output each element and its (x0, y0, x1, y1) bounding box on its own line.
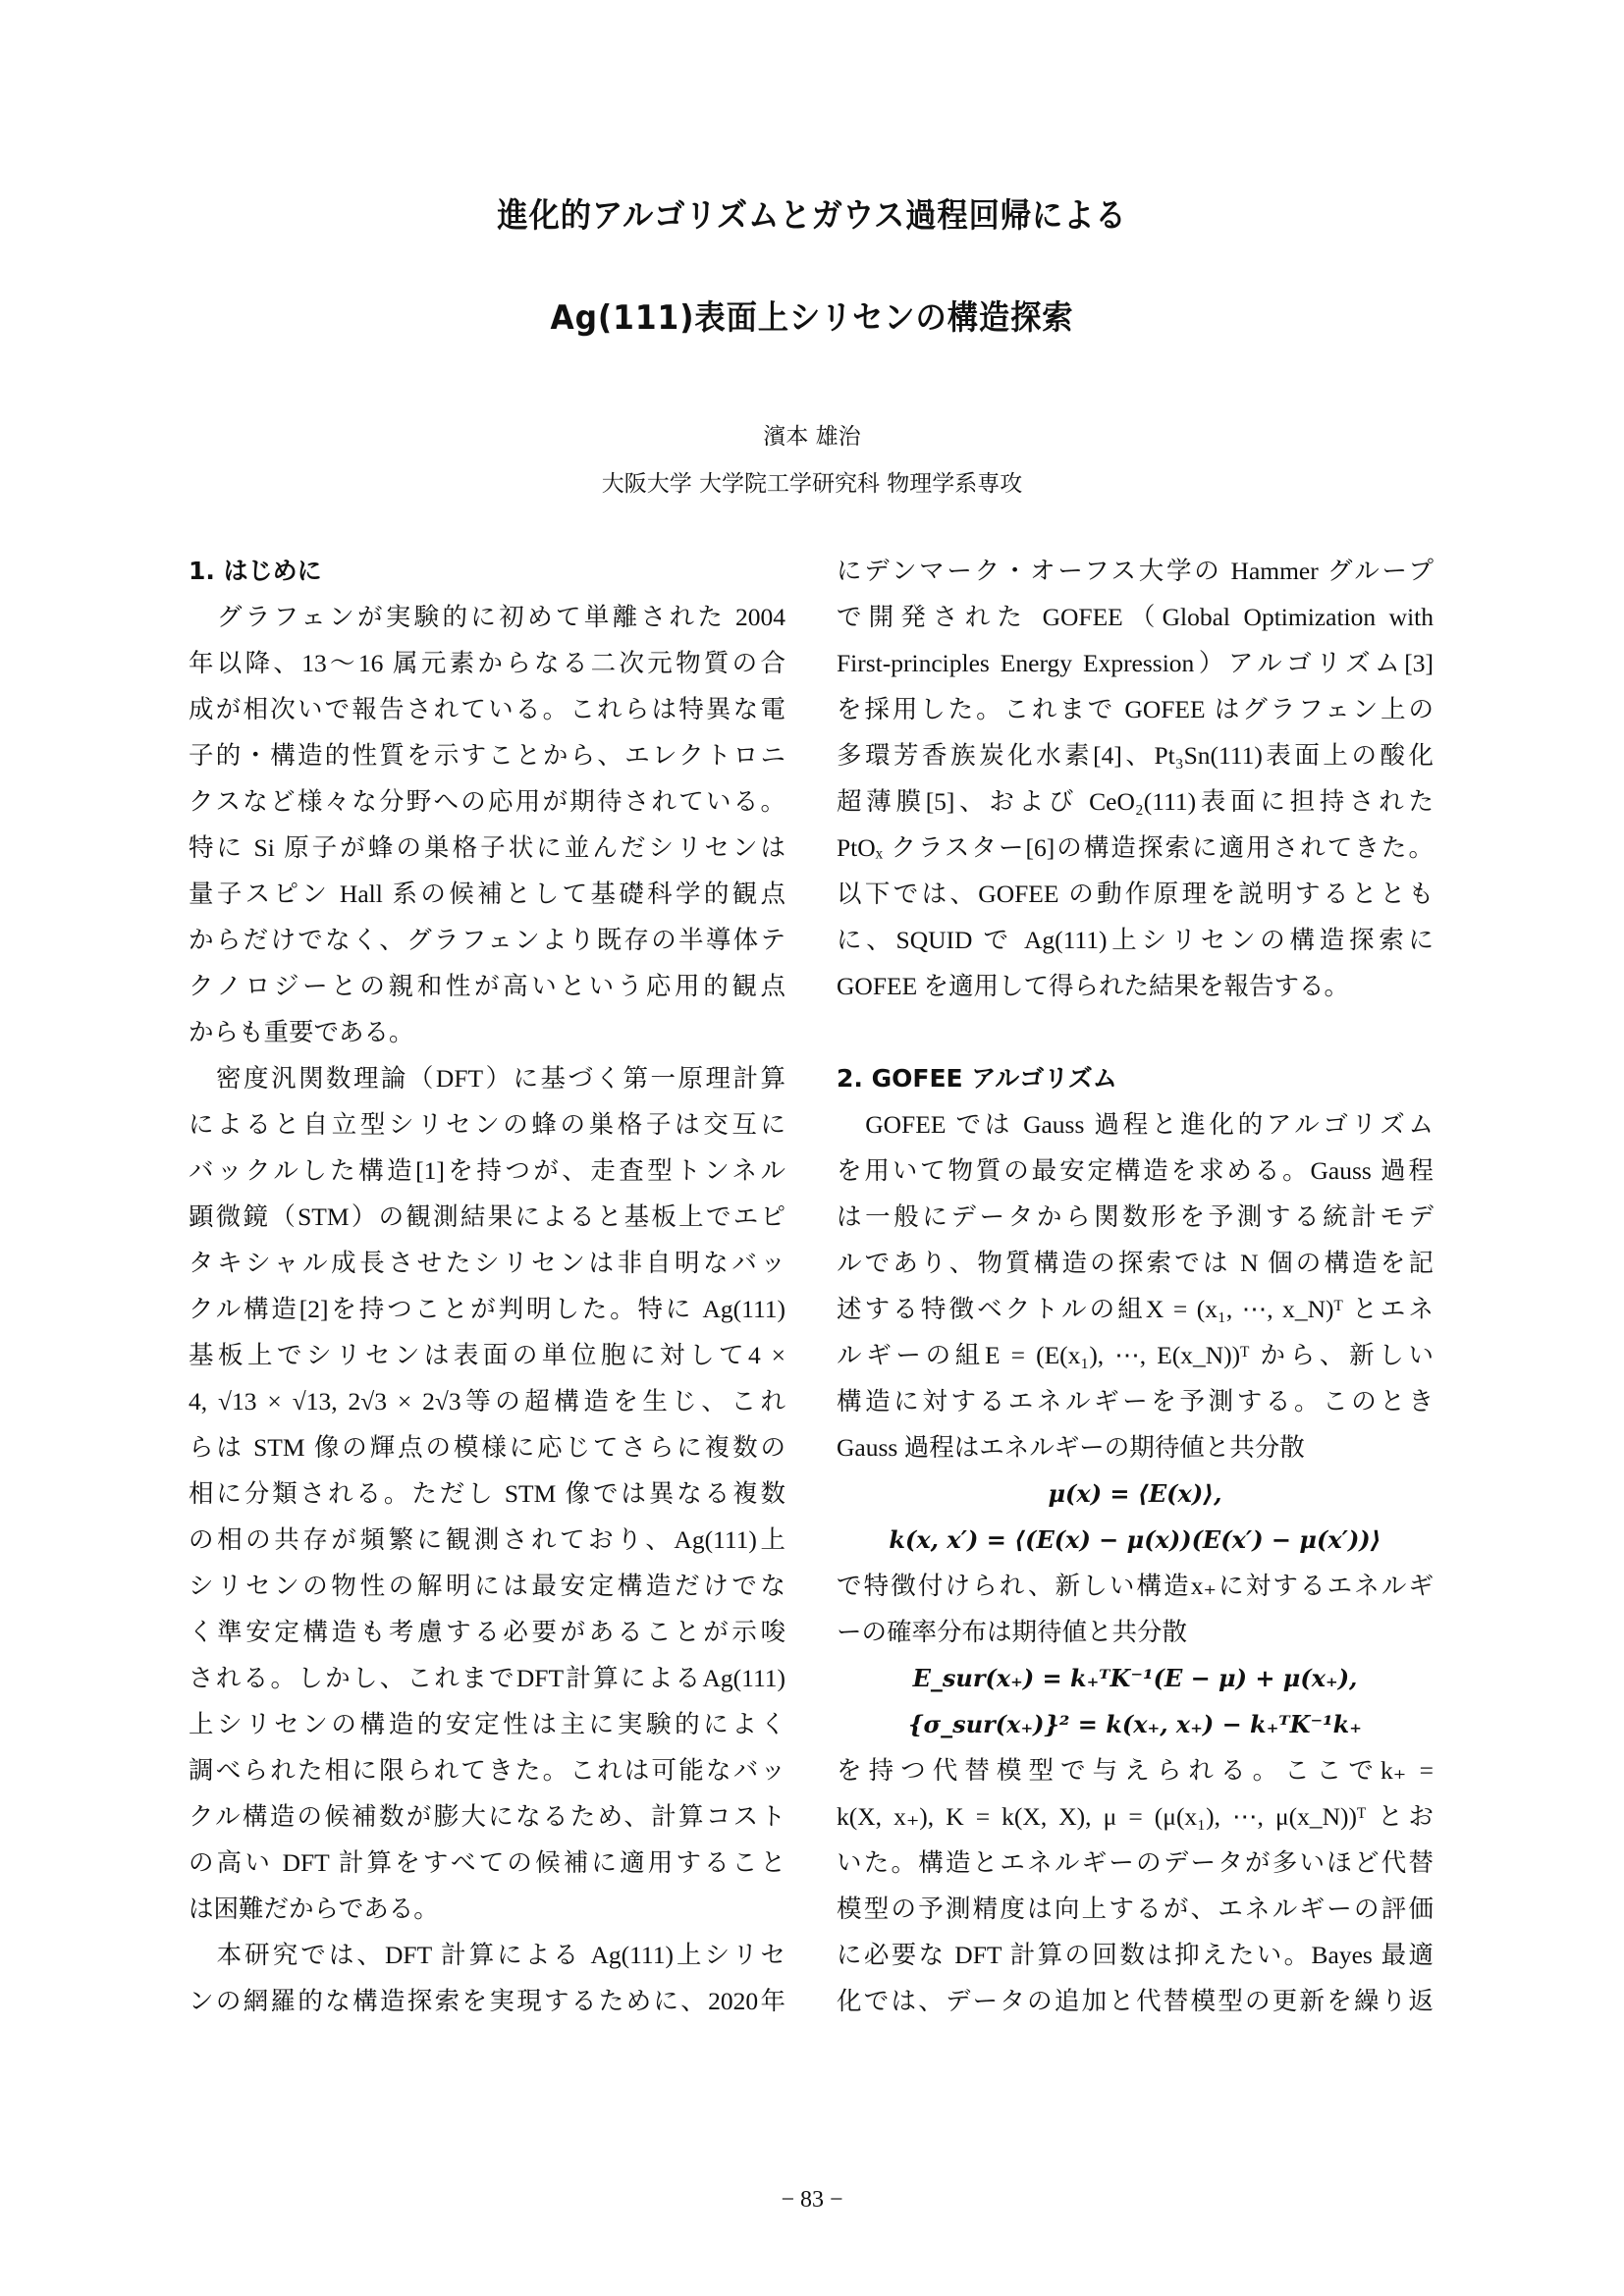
section-2-body-b (837, 1563, 1434, 1655)
text-line: 基板上でシリセンは表面の単位胞に対して4 × (189, 1341, 785, 1369)
text-line: PtOₓ クラスター[6]の構造探索に適用されてきた。 (837, 833, 1434, 862)
text-line: クル構造[2]を持つことが判明した。特に Ag(111) (189, 1295, 785, 1323)
text-line: グラフェンが実験的に初めて単離された 2004 (189, 603, 785, 631)
text-line: は一般にデータから関数形を予測する統計モデ (837, 1202, 1434, 1231)
section-2-body-a (837, 1101, 1434, 1470)
text-line: クノロジーとの親和性が高いという応用的観点 (189, 972, 785, 1000)
text-line: GOFEE では Gauss 過程と進化的アルゴリズム (837, 1110, 1434, 1139)
text-line: 化では、データの追加と代替模型の更新を繰り返 (837, 1987, 1434, 2015)
text-line: First-principles Energy Expression）アルゴリズム[3] (837, 649, 1434, 677)
text-line: は困難だからである。 (189, 1895, 439, 1923)
text-line: らは STM 像の輝点の模様に応じてさらに複数の (189, 1433, 785, 1462)
text-line: ルギーの組E = (E(x₁), ⋯, E(x_N))ᵀ から、新しい (837, 1341, 1434, 1369)
text-line: を用いて物質の最安定構造を求める。Gauss 過程 (837, 1156, 1434, 1185)
text-line: 超薄膜[5]、および CeO₂(111)表面に担持された (837, 787, 1434, 816)
right-column (837, 548, 1434, 2024)
text-line: 4, √13 × √13, 2√3 × 2√3等の超構造を生じ、これ (189, 1387, 785, 1415)
text-line: 述する特徴ベクトルの組X = (x₁, ⋯, x_N)ᵀ とエネ (837, 1295, 1434, 1323)
section-1-body-continued (837, 548, 1434, 1009)
author-affiliation: 大阪大学 大学院工学研究科 物理学系専攻 (601, 471, 1023, 497)
section-2-heading: 2. GOFEE アルゴリズム (837, 1064, 1117, 1093)
text-line: に必要な DFT 計算の回数は抑えたい。Bayes 最適 (837, 1941, 1434, 1969)
section-1-body (189, 594, 785, 2024)
text-line: 顕微鏡（STM）の観測結果によると基板上でエピ (189, 1202, 785, 1231)
text-line: クスなど様々な分野への応用が期待されている。 (189, 787, 785, 816)
text-line: からだけでなく、グラフェンより既存の半導体テ (189, 926, 785, 954)
text-line: k(X, x₊), K = k(X, X), μ = (μ(x₁), ⋯, μ(x_N))ᵀ とお (837, 1802, 1434, 1831)
text-line: によると自立型シリセンの蜂の巣格子は交互に (189, 1110, 785, 1139)
paper-title-line-1: 進化的アルゴリズムとガウス過程回帰による (497, 196, 1127, 236)
text-line: 相に分類される。ただし STM 像では異なる複数 (189, 1479, 785, 1508)
text-line: を採用した。これまで GOFEE はグラフェン上の (837, 695, 1434, 723)
text-line: される。しかし、これまでDFT計算によるAg(111) (189, 1664, 785, 1692)
text-line: 本研究では、DFT 計算による Ag(111)上シリセ (189, 1941, 785, 1969)
left-column (189, 548, 785, 2024)
text-line: に、SQUID で Ag(111)上シリセンの構造探索に (837, 926, 1434, 954)
text-line: 量子スピン Hall 系の候補として基礎科学的観点 (189, 880, 785, 908)
section-2-body-c (837, 1747, 1434, 2024)
equation-surrogate-energy: E_sur(x₊) = k₊ᵀK⁻¹(E − μ) + μ(x₊), (912, 1664, 1358, 1692)
text-line: 多環芳香族炭化水素[4]、Pt₃Sn(111)表面上の酸化 (837, 741, 1434, 770)
text-line: GOFEE を適用して得られた結果を報告する。 (837, 972, 1350, 1000)
page-number: − 83 − (781, 2187, 843, 2213)
text-line: タキシャル成長させたシリセンは非自明なバッ (189, 1249, 785, 1277)
text-line: を持つ代替模型で与えられる。ここでk₊ = (837, 1756, 1434, 1785)
author-name: 濱本 雄治 (763, 424, 861, 450)
text-line: 特に Si 原子が蜂の巣格子状に並んだシリセンは (189, 833, 785, 862)
text-line: ーの確率分布は期待値と共分散 (837, 1618, 1188, 1646)
text-line: にデンマーク・オーフス大学の Hammer グループ (837, 557, 1434, 585)
text-line: 子的・構造的性質を示すことから、エレクトロニ (189, 741, 785, 770)
text-line: 以下では、GOFEE の動作原理を説明するととも (837, 880, 1434, 908)
text-line: 構造に対するエネルギーを予測する。このとき (837, 1387, 1434, 1415)
text-line: 成が相次いで報告されている。これらは特異な電 (189, 695, 785, 723)
text-line: 年以降、13〜16 属元素からなる二次元物質の合 (189, 649, 785, 677)
text-line: ンの網羅的な構造探索を実現するために、2020年 (189, 1987, 785, 2015)
text-line: で開発された GOFEE（Global Optimization with (837, 603, 1434, 631)
text-line: クル構造の候補数が膨大になるため、計算コスト (189, 1802, 785, 1831)
text-line: 模型の予測精度は向上するが、エネルギーの評価 (837, 1895, 1434, 1923)
text-line: 上シリセンの構造的安定性は主に実験的によく (189, 1710, 785, 1738)
paper-title-line-2: Ag(111)表面上シリセンの構造探索 (550, 298, 1074, 338)
text-line: からも重要である。 (189, 1018, 414, 1046)
text-line: シリセンの物性の解明には最安定構造だけでな (189, 1572, 785, 1600)
section-1-heading: 1. はじめに (189, 557, 322, 585)
text-line: の高い DFT 計算をすべての候補に適用すること (189, 1848, 785, 1877)
text-line: 密度汎関数理論（DFT）に基づく第一原理計算 (189, 1064, 785, 1093)
text-line: Gauss 過程はエネルギーの期待値と共分散 (837, 1433, 1305, 1462)
text-line: バックルした構造[1]を持つが、走査型トンネル (189, 1156, 785, 1185)
equation-covariance: k(x, x′) = ⟨(E(x) − μ(x))(E(x′) − μ(x′))⟩ (889, 1525, 1381, 1554)
text-line: の相の共存が頻繁に観測されており、Ag(111)上 (189, 1525, 785, 1554)
equation-mean: μ(x) = ⟨E(x)⟩, (1048, 1479, 1222, 1508)
equation-surrogate-variance: {σ_sur(x₊)}² = k(x₊, x₊) − k₊ᵀK⁻¹k₊ (908, 1710, 1362, 1738)
text-line: で特徴付けられ、新しい構造x₊に対するエネルギ (837, 1572, 1434, 1600)
text-line: く準安定構造も考慮する必要があることが示唆 (189, 1618, 785, 1646)
text-line: いた。構造とエネルギーのデータが多いほど代替 (837, 1848, 1434, 1877)
text-line: ルであり、物質構造の探索では N 個の構造を記 (837, 1249, 1434, 1277)
text-line: 調べられた相に限られてきた。これは可能なバッ (189, 1756, 785, 1785)
